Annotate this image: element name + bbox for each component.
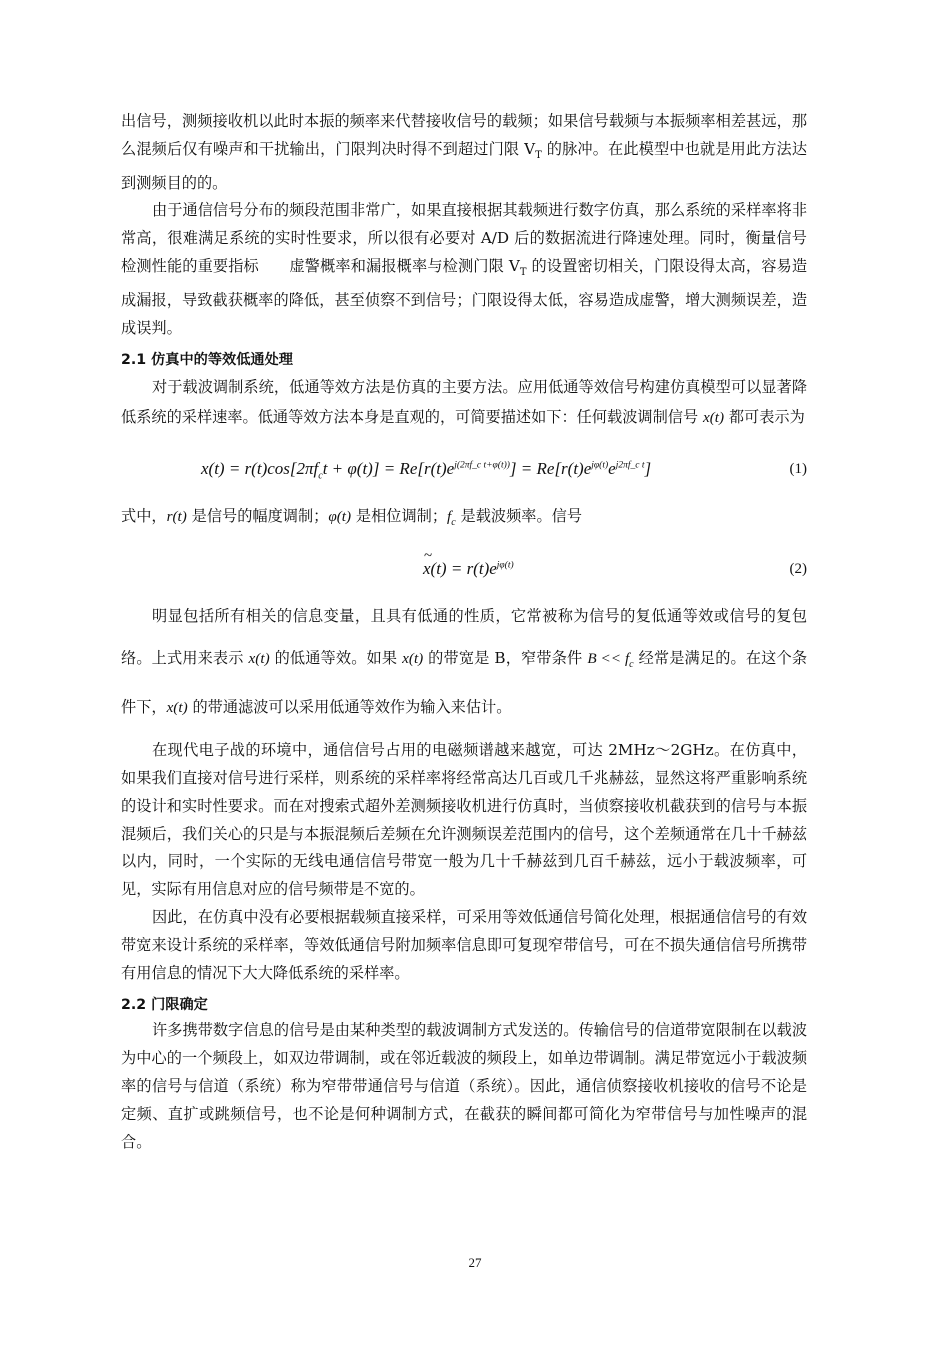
paragraph-where: 式中，r(t) 是信号的幅度调制；φ(t) 是相位调制；$f_c$ 是载波频率。信号 xyxy=(121,507,583,529)
paragraph-modern-ew: 在现代电子战的环境中，通信信号占用的电磁频谱越来越宽，可达 2MHz～2GHz。在仿真中，如果我们直接对信号进行采样，则系统的采样率将经常高达几百或几千兆赫兹，显然这将严重影响系统的设计和实时性要求。而在对搜索式超外差测频接收机进行仿真时，当侦察接收机截获到的信号与本振混频后，我们关心的只是与本振混频后差频在允许测频误差范围内的信号，这个差频通常在几十千赫兹以内，同时，一个实际的无线电通信信号带宽一般为几十千赫兹到几百千赫兹，远小于载波频率，可见，实际有用信息对应的信号频带是不宽的。 xyxy=(121,741,807,899)
equation-1-number: (1) xyxy=(789,461,807,478)
equation-2: ~ $x(t) = r(t)e^{j\varphi(t)}$ (2) xyxy=(121,549,807,591)
equation-2-number: (2) xyxy=(789,561,807,578)
document-page xyxy=(121,108,807,1156)
equation-1: $x(t) = r(t)\cos[2\pi f_ct + \varphi(t)] = Re[r(t)e^{j(2\pi f\_c t+\varphi(t))}] = Re[r(t)e^{j\varphi(t)}e^{j2\pi f\_c t}]$ (1) xyxy=(201,459,807,482)
page-number: 27 xyxy=(468,1255,482,1270)
paragraph-intro: 出信号，测频接收机以此时本振的频率来代替接收信号的载频；如果信号载频与本振频率相差甚远，那么混频后仅有噪声和干扰输出，门限判决时得不到超过门限 $V_T$ 的脉冲。在此模型中也就是用此方法达到测频目的的。 xyxy=(121,112,808,192)
math-x-t: x(t) xyxy=(702,409,725,427)
paragraph-complex-envelope: 明显包括所有相关的信息变量，且具有低通的性质，它常被称为信号的复低通等效或信号的复包络。上式用来表示 x(t) 的低通等效。如果 x(t) 的带宽是 B，窄带条件 $B << f_c$ 经常是满足的。在这个条件下，x(t) 的带通滤波可以采用低通等效作为输入来估计。 xyxy=(121,607,808,717)
paragraph-therefore: 因此，在仿真中没有必要根据载频直接采样，可采用等效低通信号简化处理，根据通信信号的有效带宽来设计系统的采样率，等效低通信号附加频率信息即可复现窄带信号，可在不损失通信信号所携带有用信息的情况下大大降低系统的采样率。 xyxy=(121,908,807,982)
paragraph-threshold: 许多携带数字信息的信号是由某种类型的载波调制方式发送的。传输信号的信道带宽限制在以载波为中心的一个频段上，如双边带调制，或在邻近载波的频段上，如单边带调制。满足带宽远小于载波频率的信号与信道（系统）称为窄带带通信号与信道（系统）。因此，通信侦察接收机接收的信号不论是定频、直扩或跳频信号，也不论是何种调制方式，在截获的瞬间都可简化为窄带信号与加性噪声的混合。 xyxy=(121,1021,807,1151)
section-heading-2-2: 2.2 门限确定 xyxy=(121,997,208,1014)
paragraph-lowpass-intro: 对于载波调制系统，低通等效方法是仿真的主要方法。应用低通等效信号构建仿真模型可以显著降低系统的采样速率。低通等效方法本身是直观的，可简要描述如下：任何载波调制信号 x(t) 都可表示为 xyxy=(121,378,807,427)
section-heading-2-1: 2.1 仿真中的等效低通处理 xyxy=(121,352,293,369)
paragraph-sampling-rate: 由于通信信号分布的频段范围非常广，如果直接根据其载频进行数字仿真，那么系统的采样率将非常高，很难满足系统的实时性要求，所以很有必要对 A/D 后的数据流进行降速处理。同时，衡量信号检测性能的重要指标 虚警概率和漏报概率与检测门限 $V_T$ 的设置密切相关，门限设得太高，容易造成漏报，导致截获概率的降低，甚至侦察不到信号；门限设得太低，容易造成虚警，增大测频误差，造成误判。 xyxy=(121,201,808,337)
